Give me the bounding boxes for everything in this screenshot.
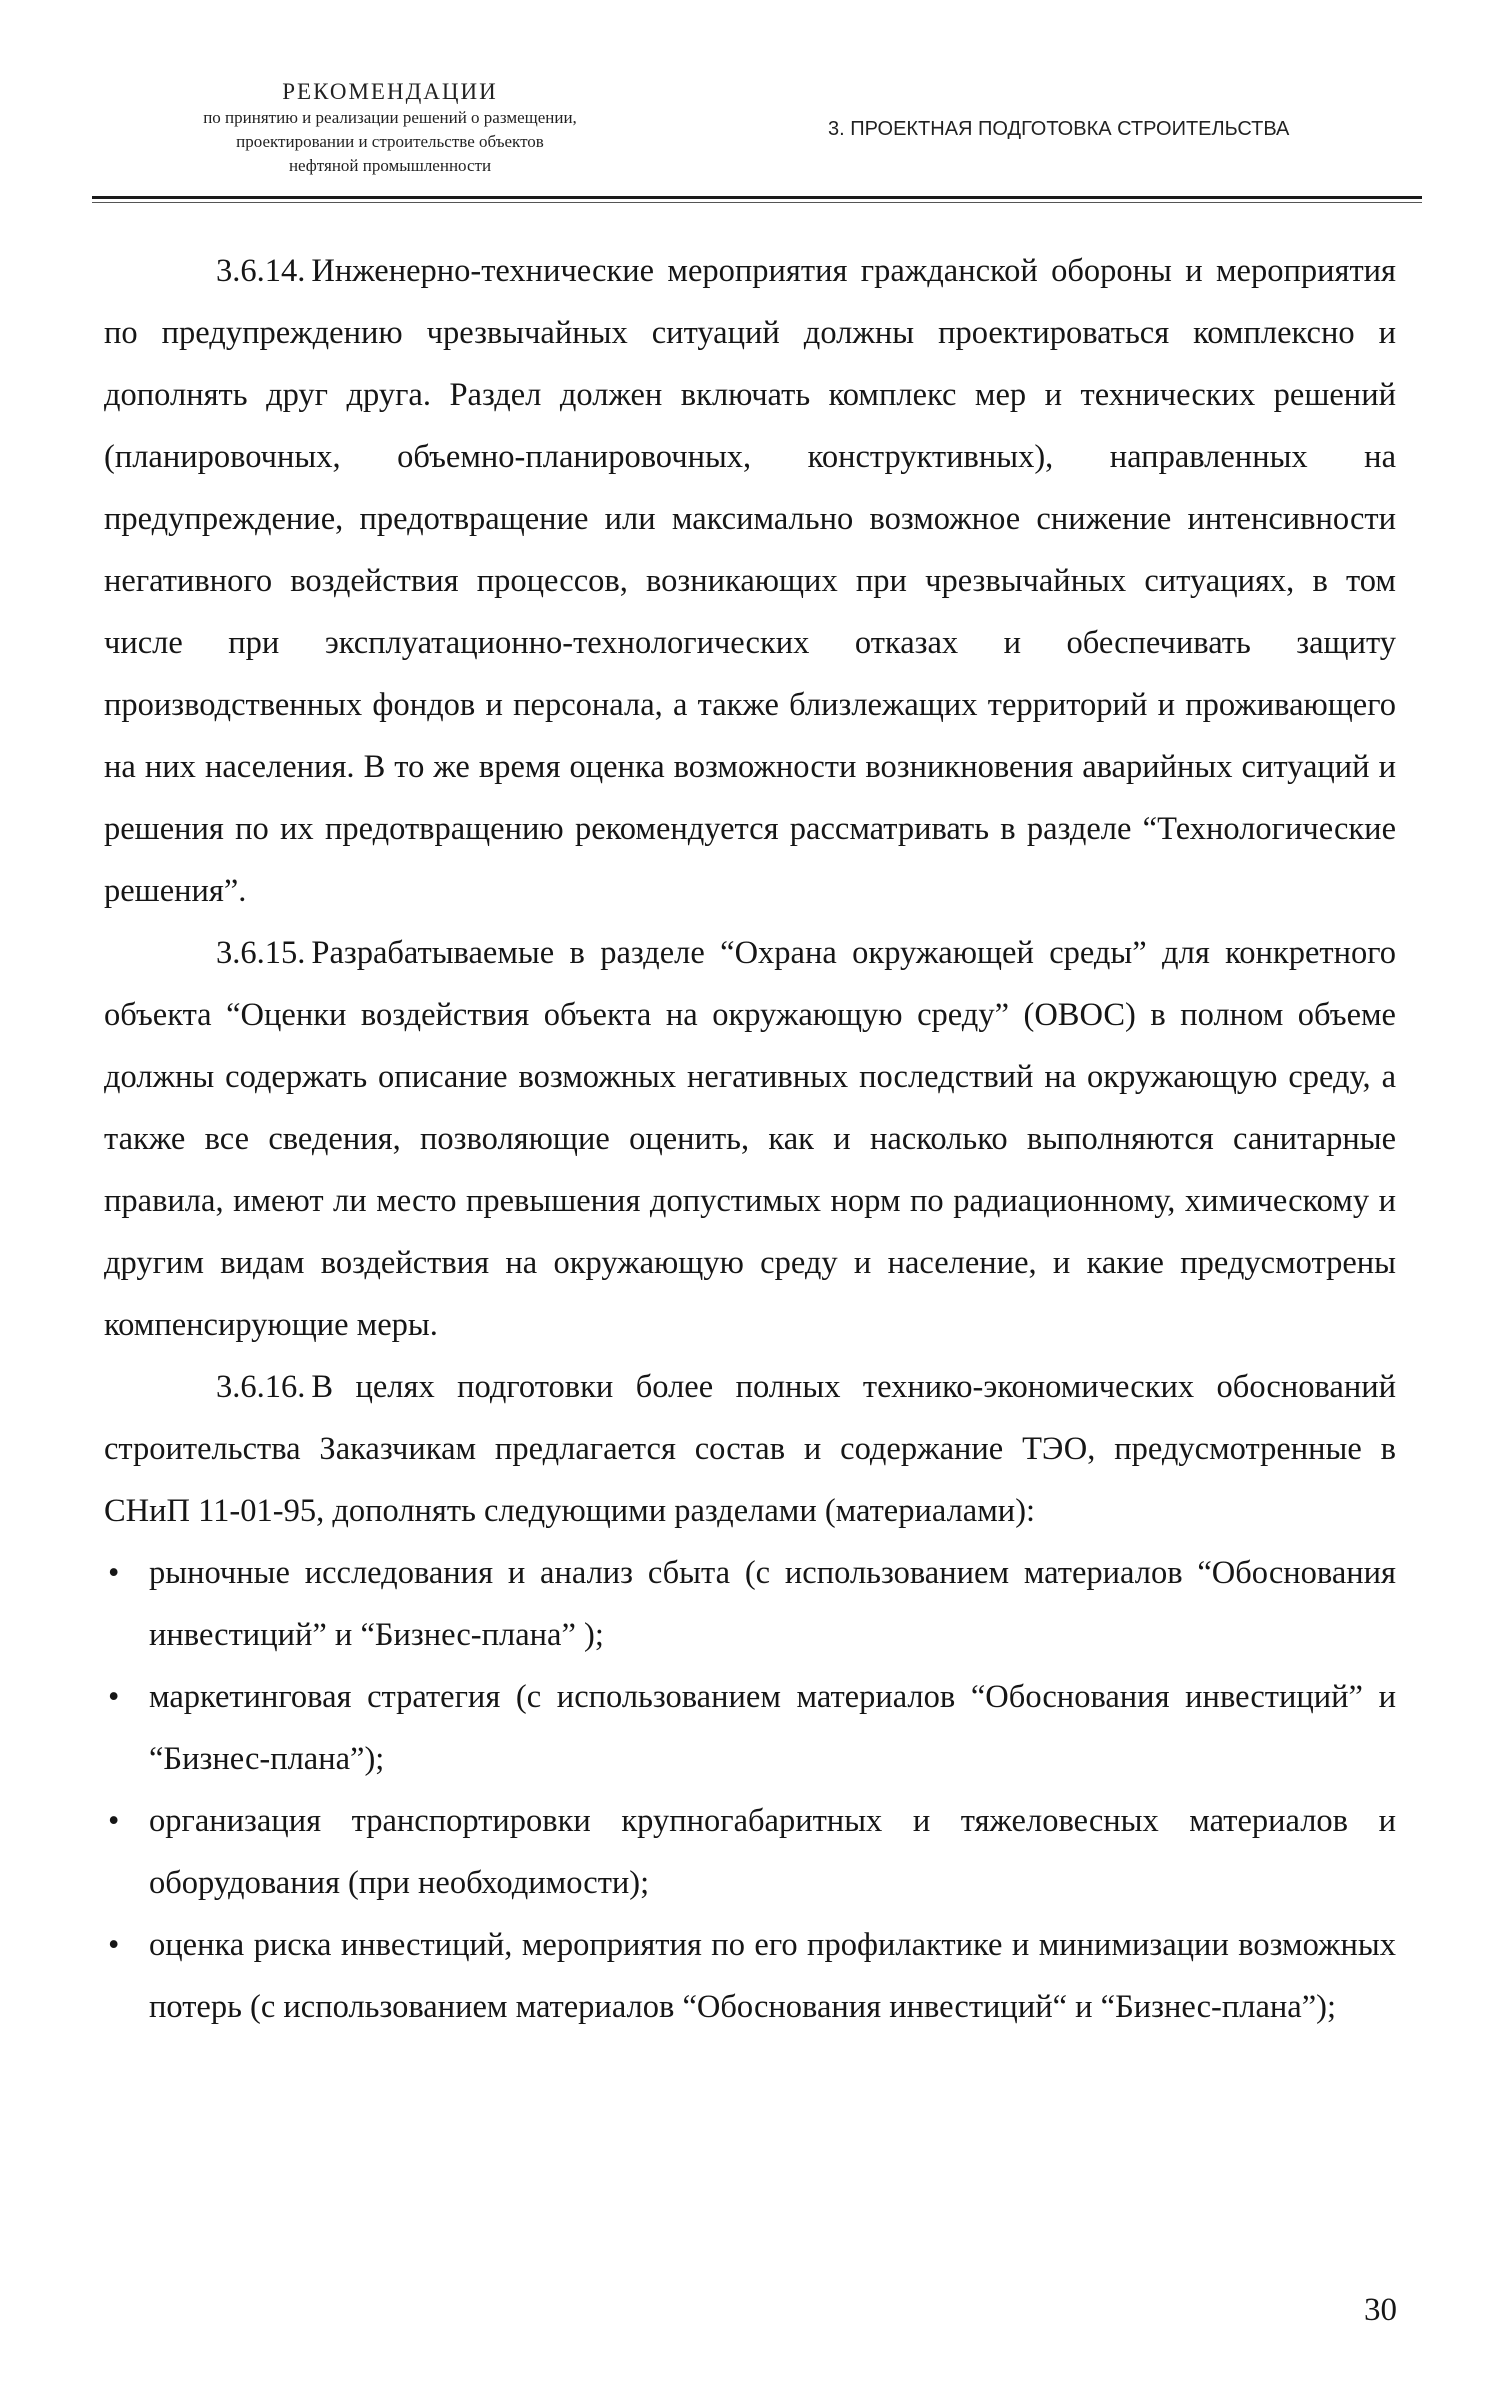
list-item-text: маркетинговая стратегия (с использованием материалов “Обоснования инвестиций” и “Бизнес-плана”);	[149, 1679, 1396, 1777]
bullet-mark: •	[108, 1555, 120, 1591]
header-subtitle-line: нефтяной промышленности	[288, 156, 492, 175]
header-subtitle-line: проектировании и строительстве объектов	[236, 132, 544, 151]
list-item-text: организация транспортировки крупногабаритных и тяжеловесных материалов и оборудования (при необходимости);	[149, 1803, 1396, 1901]
header-subtitle-line: по принятию и реализации решений о размещении,	[203, 108, 577, 127]
header-document-title	[110, 78, 670, 178]
header-section-title: 3. ПРОЕКТНАЯ ПОДГОТОВКА СТРОИТЕЛЬСТВА	[828, 118, 1290, 140]
list-item	[104, 1542, 1396, 1666]
paragraph-text: В целях подготовки более полных технико-экономических обоснований строительства Заказчикам предлагается состав и содержание ТЭО, предусмотренные в СНиП 11-01-95, дополнять следующими разделами (материалами):	[104, 1369, 1396, 1529]
paragraph-number: 3.6.15.	[216, 935, 306, 971]
list-item	[104, 1666, 1396, 1790]
paragraph-text: Разрабатываемые в разделе “Охрана окружающей среды” для конкретного объекта “Оценки воздействия объекта на окружающую среду” (ОВОС) в полном объеме должны содержать описание возможных негативных последствий на окружающую среду, а также все сведения, позволяющие оценить, как и насколько выполняются санитарные правила, имеют ли место превышения допустимых норм по радиационному, химическому и другим видам воздействия на окружающую среду и население, и какие предусмотрены компенсирующие меры.	[104, 935, 1396, 1343]
paragraph-text: Инженерно-технические мероприятия гражданской обороны и мероприятия по предупреждению чрезвычайных ситуаций должны проектироваться комплексно и дополнять друг друга. Раздел должен включать комплекс мер и технических решений (планировочных, объемно-планировочных, конструктивных), направленных на предупреждение, предотвращение или максимально возможное снижение интенсивности негативного воздействия процессов, возникающих при чрезвычайных ситуациях, в том числе при эксплуатационно-технологических отказах и обеспечивать защиту производственных фондов и персонала, а также близлежащих территорий и проживающего на них населения. В то же время оценка возможности возникновения аварийных ситуаций и решения по их предотвращению рекомендуется рассматривать в разделе “Технологические решения”.	[104, 253, 1396, 909]
header-title: РЕКОМЕНДАЦИИ	[282, 79, 498, 104]
list-item	[104, 1790, 1396, 1914]
paragraph	[104, 922, 1396, 1356]
bullet-mark: •	[108, 1927, 120, 1963]
paragraph	[104, 1356, 1396, 1542]
list-item-text: рыночные исследования и анализ сбыта (с использованием материалов “Обоснования инвестиций” и “Бизнес-плана” );	[149, 1555, 1396, 1653]
list-item-text: оценка риска инвестиций, мероприятия по его профилактике и минимизации возможных потерь (с использованием материалов “Обоснования инвестиций“ и “Бизнес-плана”);	[149, 1927, 1396, 2025]
list-item	[104, 1914, 1396, 2038]
bullet-mark: •	[108, 1803, 120, 1839]
header-divider-thin	[92, 202, 1422, 203]
header-divider	[92, 196, 1422, 199]
paragraph-number: 3.6.14.	[216, 253, 306, 289]
paragraph-number: 3.6.16.	[216, 1369, 306, 1405]
bullet-mark: •	[108, 1679, 120, 1715]
paragraph	[104, 240, 1396, 922]
page-number: 30	[1364, 2292, 1397, 2328]
bullet-list	[104, 1542, 1396, 2038]
document-body	[104, 240, 1396, 2038]
